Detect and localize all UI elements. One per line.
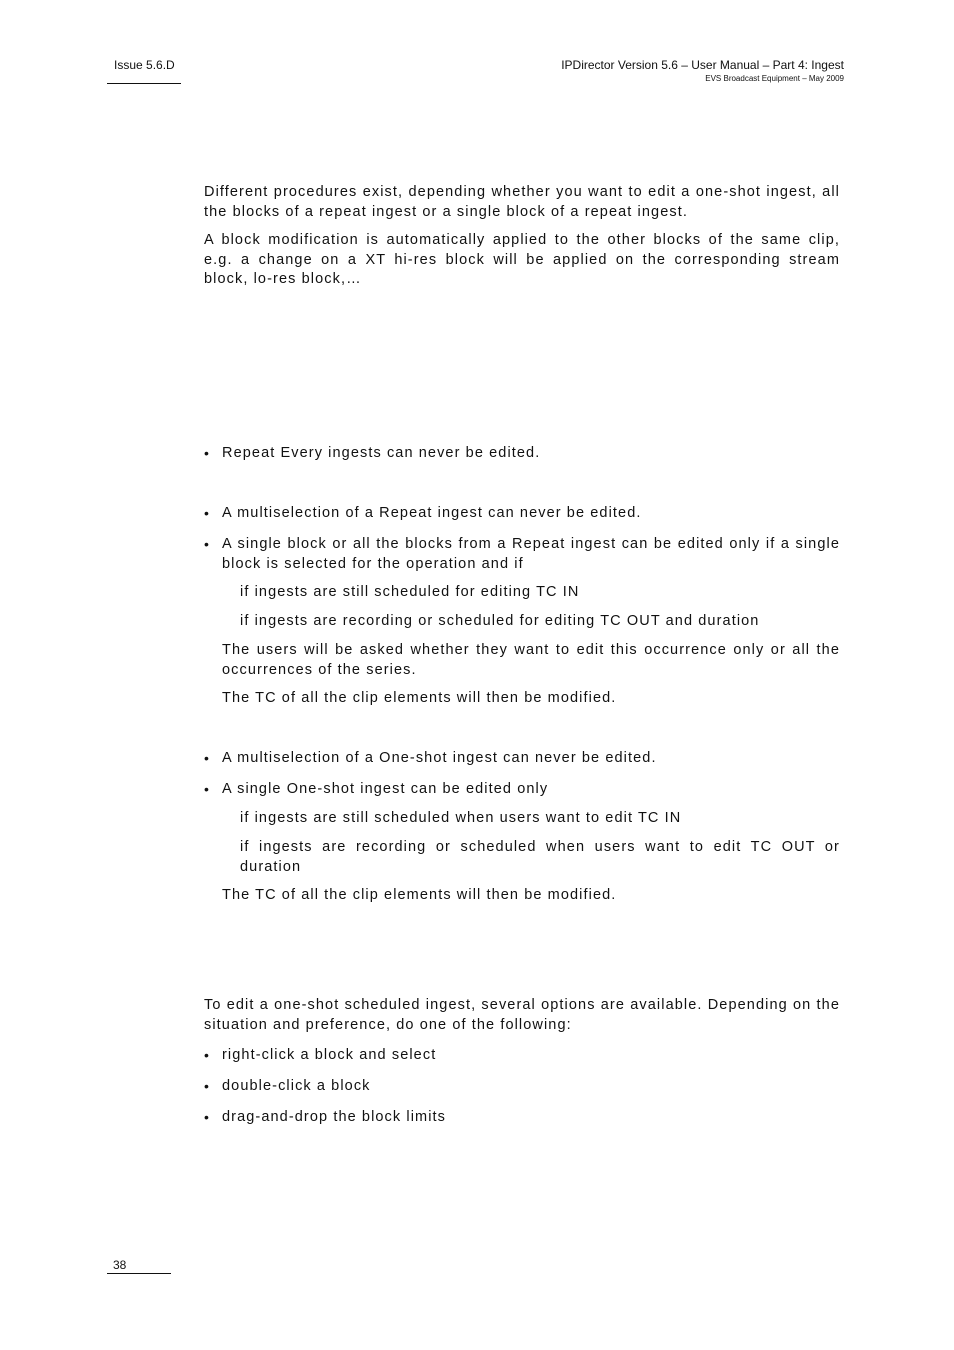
list-item: • right-click a block and select [204, 1046, 840, 1066]
intro-paragraph-2: A block modification is automatically applied to the other blocks of the same clip, e.g. a change on a XT hi-res block will be applied on the corresponding stream block, lo-res block,… [204, 232, 840, 287]
page-number: 38 [113, 1258, 127, 1272]
document-header [561, 58, 844, 83]
issue-label: Issue 5.6.D [114, 58, 175, 72]
list-item: • double-click a block [204, 1077, 840, 1097]
bullet-icon: • [204, 1109, 211, 1125]
bullet-icon: • [204, 781, 211, 797]
note-paragraph: The TC of all the clip elements will then be modified. [222, 887, 617, 903]
header-rule [107, 83, 181, 84]
bullet-icon: • [204, 505, 211, 521]
bullet-icon: • [204, 1047, 211, 1063]
note-paragraph: The users will be asked whether they want to edit this occurrence only or all the occurrences of the series. [222, 642, 840, 678]
bullet-icon: • [204, 536, 211, 552]
sub-item: if ingests are recording or scheduled when users want to edit TC OUT or duration [240, 839, 840, 875]
list-item: • A single One-shot ingest can be edited only [204, 780, 840, 800]
list-item: • drag-and-drop the block limits [204, 1108, 840, 1128]
bullet-icon: • [204, 750, 211, 766]
list-item: • A single block or all the blocks from a Repeat ingest can be edited only if a single block is selected for the operation and if [204, 536, 840, 572]
sub-item: if ingests are still scheduled for editing TC IN [240, 584, 580, 600]
list-item: • A multiselection of a One-shot ingest can never be edited. [204, 749, 840, 769]
edit-oneshot-paragraph: To edit a one-shot scheduled ingest, several options are available. Depending on the situation and preference, do one of the following: [204, 997, 840, 1033]
list-item: • Repeat Every ingests can never be edited. [204, 444, 840, 464]
footer-rule [107, 1273, 171, 1274]
sub-item: if ingests are recording or scheduled for editing TC OUT and duration [240, 613, 760, 629]
note-paragraph: The TC of all the clip elements will then be modified. [222, 690, 617, 706]
bullet-icon: • [204, 1078, 211, 1094]
document-title: IPDirector Version 5.6 – User Manual – Part 4: Ingest [561, 58, 844, 72]
intro-paragraph-1: Different procedures exist, depending whether you want to edit a one-shot ingest, all the blocks of a repeat ingest or a single block of a repeat ingest. [204, 184, 840, 220]
list-item: • A multiselection of a Repeat ingest can never be edited. [204, 504, 840, 524]
document-subtitle: EVS Broadcast Equipment – May 2009 [705, 74, 844, 83]
bullet-icon: • [204, 445, 211, 461]
sub-item: if ingests are still scheduled when users want to edit TC IN [240, 810, 682, 826]
